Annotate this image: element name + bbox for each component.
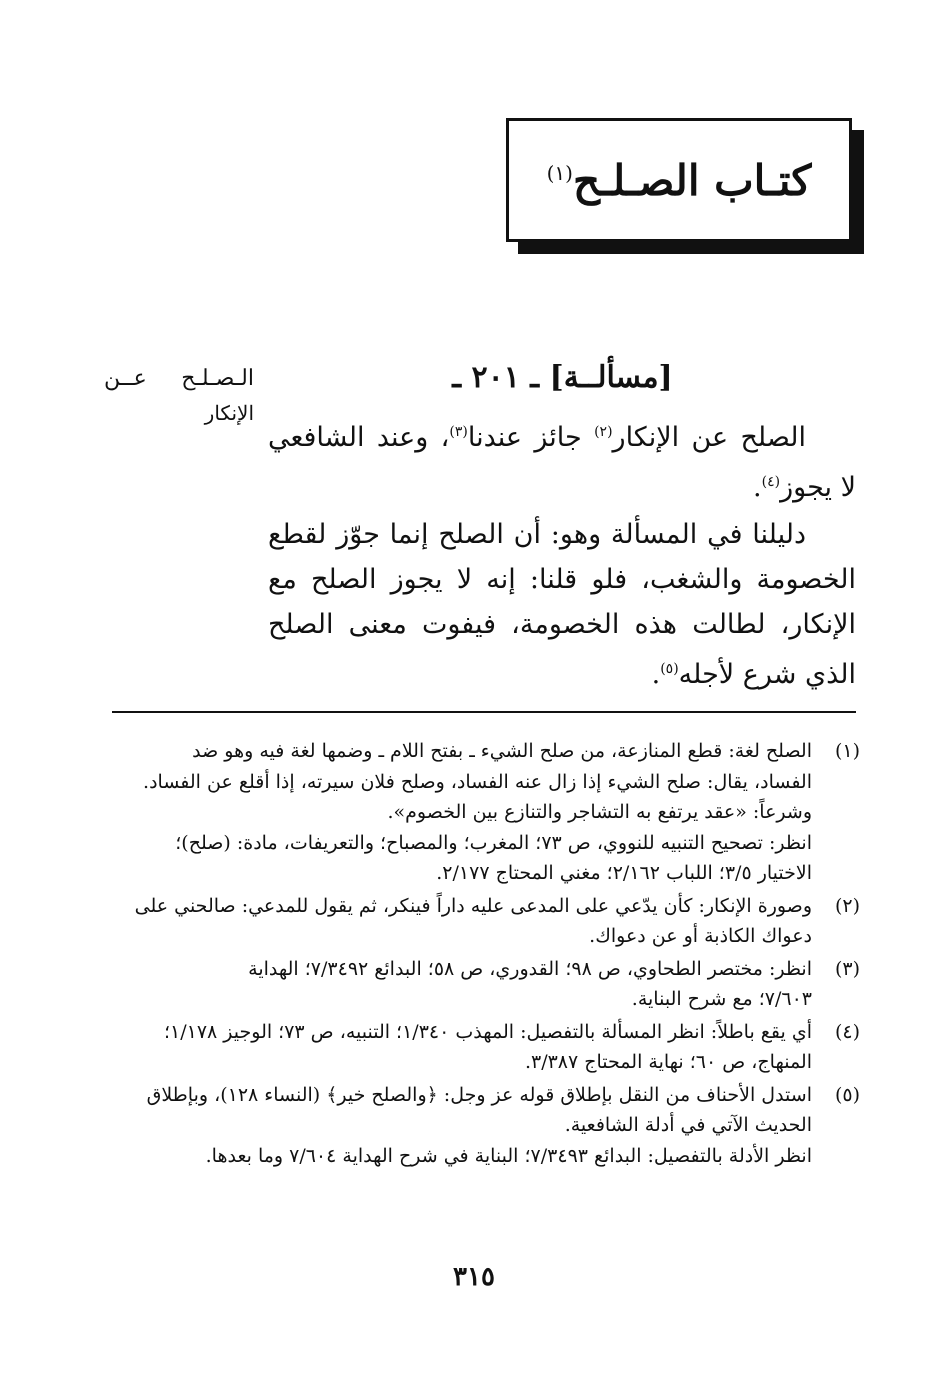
page-number: ٣١٥ — [453, 1262, 495, 1292]
footnote-line: الصلح لغة: قطع المنازعة، من صلح الشيء ـ بفتح اللام ـ وضمها لغة فيه وهو ضد — [192, 740, 812, 762]
footnote-number: (٤) — [834, 1020, 860, 1043]
footnote-number: (٢) — [834, 894, 860, 917]
paragraph-1-part-a: الصلح عن الإنكار — [612, 422, 807, 453]
footnote-line: الفساد، يقال: صلح الشيء إذا زال عنه الفساد، وصلح فلان سيرته، إذا أقلع عن الفساد. — [143, 770, 812, 793]
margin-note-line1: الـصـلـح عــن — [104, 366, 254, 391]
footnote-ref-2: (٢) — [594, 424, 613, 440]
footnote-5 — [108, 1080, 860, 1172]
chapter-title-box — [506, 118, 852, 242]
footnotes — [108, 736, 860, 1173]
margin-note — [104, 362, 254, 430]
footnote-line: وصورة الإنكار: كأن يدّعي على المدعى عليه داراً فينكر، ثم يقول للمدعي: صالحني على — [134, 894, 812, 917]
footnote-line: استدل الأحناف من النقل بإطلاق قوله عز وجل: ﴿والصلح خير﴾ (النساء ١٢٨)، وبإطلاق — [146, 1083, 812, 1106]
paragraph-2 — [268, 512, 856, 697]
footnote-line: ٧/٦٠٣؛ مع شرح البناية. — [631, 988, 812, 1010]
paragraph-2-part-a: دليلنا في المسألة وهو: أن الصلح إنما جوّز لقطع الخصومة والشغب، فلو قلنا: إنه لا يجوز الصلح مع الإنكار، لطالت هذه الخصومة، فيفوت معنى الصلح الذي شرع لأجله — [268, 519, 856, 690]
chapter-title-footnote-ref: (١) — [546, 160, 573, 185]
paragraph-2-part-b: . — [651, 659, 661, 690]
footnote-ref-4: (٤) — [761, 474, 781, 490]
footnote-line: انظر الأدلة بالتفصيل: البدائع ٧/٣٤٩٣؛ البناية في شرح الهداية ٧/٦٠٤ وما بعدها. — [205, 1144, 812, 1167]
margin-note-line2: الإنكار — [204, 401, 254, 425]
footnote-number: (١) — [834, 740, 860, 762]
chapter-title — [547, 156, 812, 205]
footnote-line: أي يقع باطلاً: انظر المسألة بالتفصيل: المهذب ١/٣٤٠؛ التنبيه، ص ٧٣؛ الوجيز ١/١٧٨؛ — [163, 1020, 812, 1043]
paragraph-1 — [268, 410, 856, 510]
footnote-line: الاختيار ٣/٥؛ اللباب ٢/١٦٢؛ مغني المحتاج ٢/١٧٧. — [436, 862, 812, 884]
footnote-2 — [108, 891, 860, 952]
footnote-ref-5: (٥) — [660, 661, 679, 677]
masala-heading: [مسألــة] ـ ٢٠١ ـ — [452, 360, 673, 395]
footnote-number: (٥) — [834, 1083, 860, 1106]
footnote-line: انظر: مختصر الطحاوي، ص ٩٨؛ القدوري، ص ٥٨؛ البدائع ٧/٣٤٩٢؛ الهداية — [248, 957, 812, 980]
footnote-line: الحديث الآتي في أدلة الشافعية. — [564, 1114, 812, 1136]
footnote-divider — [112, 711, 856, 713]
footnote-number: (٣) — [834, 957, 860, 980]
footnote-3 — [108, 954, 860, 1015]
chapter-title-text: كتـاب الصـلـح — [572, 155, 812, 205]
footnote-line: انظر: تصحيح التنبيه للنووي، ص ٧٣؛ المغرب؛ والمصباح؛ والتعريفات، مادة: (صلح)؛ — [175, 831, 812, 854]
footnote-line: دعواك الكاذبة أو عن دعواك. — [589, 925, 812, 947]
footnote-line: المنهاج، ص ٦٠؛ نهاية المحتاج ٣/٣٨٧. — [524, 1051, 812, 1073]
footnote-ref-3: (٣) — [449, 424, 468, 440]
paragraph-1-part-c: ، وعند الشافعي لا يجوز — [268, 422, 856, 503]
paragraph-1-part-d: . — [753, 472, 762, 503]
footnote-line: وشرعاً: «عقد يرتفع به التشاجر والتنازع بين الخصوم». — [387, 801, 812, 823]
footnote-1 — [108, 736, 860, 889]
footnote-4 — [108, 1017, 860, 1078]
paragraph-1-part-b: جائز عندنا — [467, 422, 595, 453]
